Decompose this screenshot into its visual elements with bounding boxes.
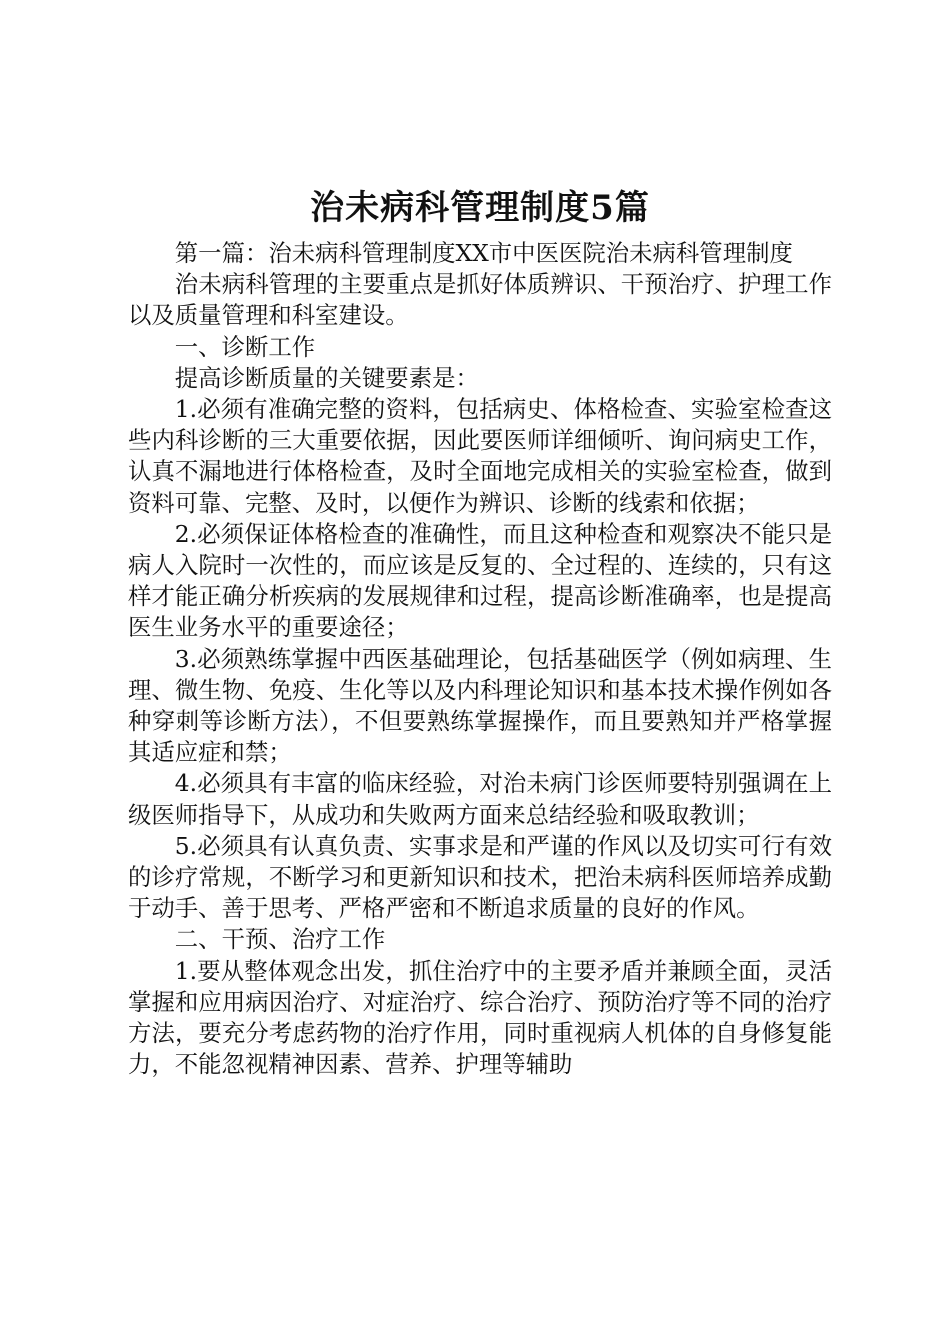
list-item-diagnosis-1: 1.必须有准确完整的资料，包括病史、体格检查、实验室检查这些内科诊断的三大重要依据，因此要医师详细倾听、询问病史工作，认真不漏地进行体格检查，及时全面地完成相关的实验室检查，做到资料可靠、完整、及时，以便作为辨识、诊断的线索和依据； bbox=[128, 395, 832, 517]
list-item-treatment-1: 1.要从整体观念出发，抓住治疗中的主要矛盾并兼顾全面，灵活掌握和应用病因治疗、对症治疗、综合治疗、预防治疗等不同的治疗方法，要充分考虑药物的治疗作用，同时重视病人机体的自身修复能力，不能忽视精神因素、营养、护理等辅助 bbox=[128, 956, 832, 1079]
document-page bbox=[128, 180, 832, 1080]
paragraph-part-one-heading: 第一篇：治未病科管理制度XX市中医医院治未病科管理制度 bbox=[174, 239, 793, 267]
list-item-diagnosis-5: 5.必须具有认真负责、实事求是和严谨的作风以及切实可行有效的诊疗常规，不断学习和更新知识和技术，把治未病科医师培养成勤于动手、善于思考、严格严密和不断追求质量的良好的作风。 bbox=[128, 831, 832, 923]
section-heading-diagnosis: 一、诊断工作 bbox=[174, 332, 316, 361]
paragraph-key-elements: 提高诊断质量的关键要素是： bbox=[174, 363, 479, 392]
list-item-diagnosis-4: 4.必须具有丰富的临床经验，对治未病门诊医师要特别强调在上级医师指导下，从成功和失败两方面来总结经验和吸取教训； bbox=[128, 769, 832, 829]
section-heading-treatment: 二、干预、治疗工作 bbox=[174, 925, 386, 954]
paragraph-management-focus: 治未病科管理的主要重点是抓好体质辨识、干预治疗、护理工作以及质量管理和科室建设。 bbox=[128, 270, 832, 330]
list-item-diagnosis-2: 2.必须保证体格检查的准确性，而且这种检查和观察决不能只是病人入院时一次性的，而应该是反复的、全过程的、连续的，只有这样才能正确分析疾病的发展规律和过程，提高诊断准确率，也是提高医生业务水平的重要途径； bbox=[128, 519, 832, 642]
list-item-diagnosis-3: 3.必须熟练掌握中西医基础理论，包括基础医学（例如病理、生理、微生物、免疫、生化等以及内科理论知识和基本技术操作例如各种穿刺等诊断方法），不但要熟练掌握操作，而且要熟知并严格掌握其适应症和禁； bbox=[128, 644, 832, 767]
document-title: 治未病科管理制度5篇 bbox=[310, 188, 650, 228]
